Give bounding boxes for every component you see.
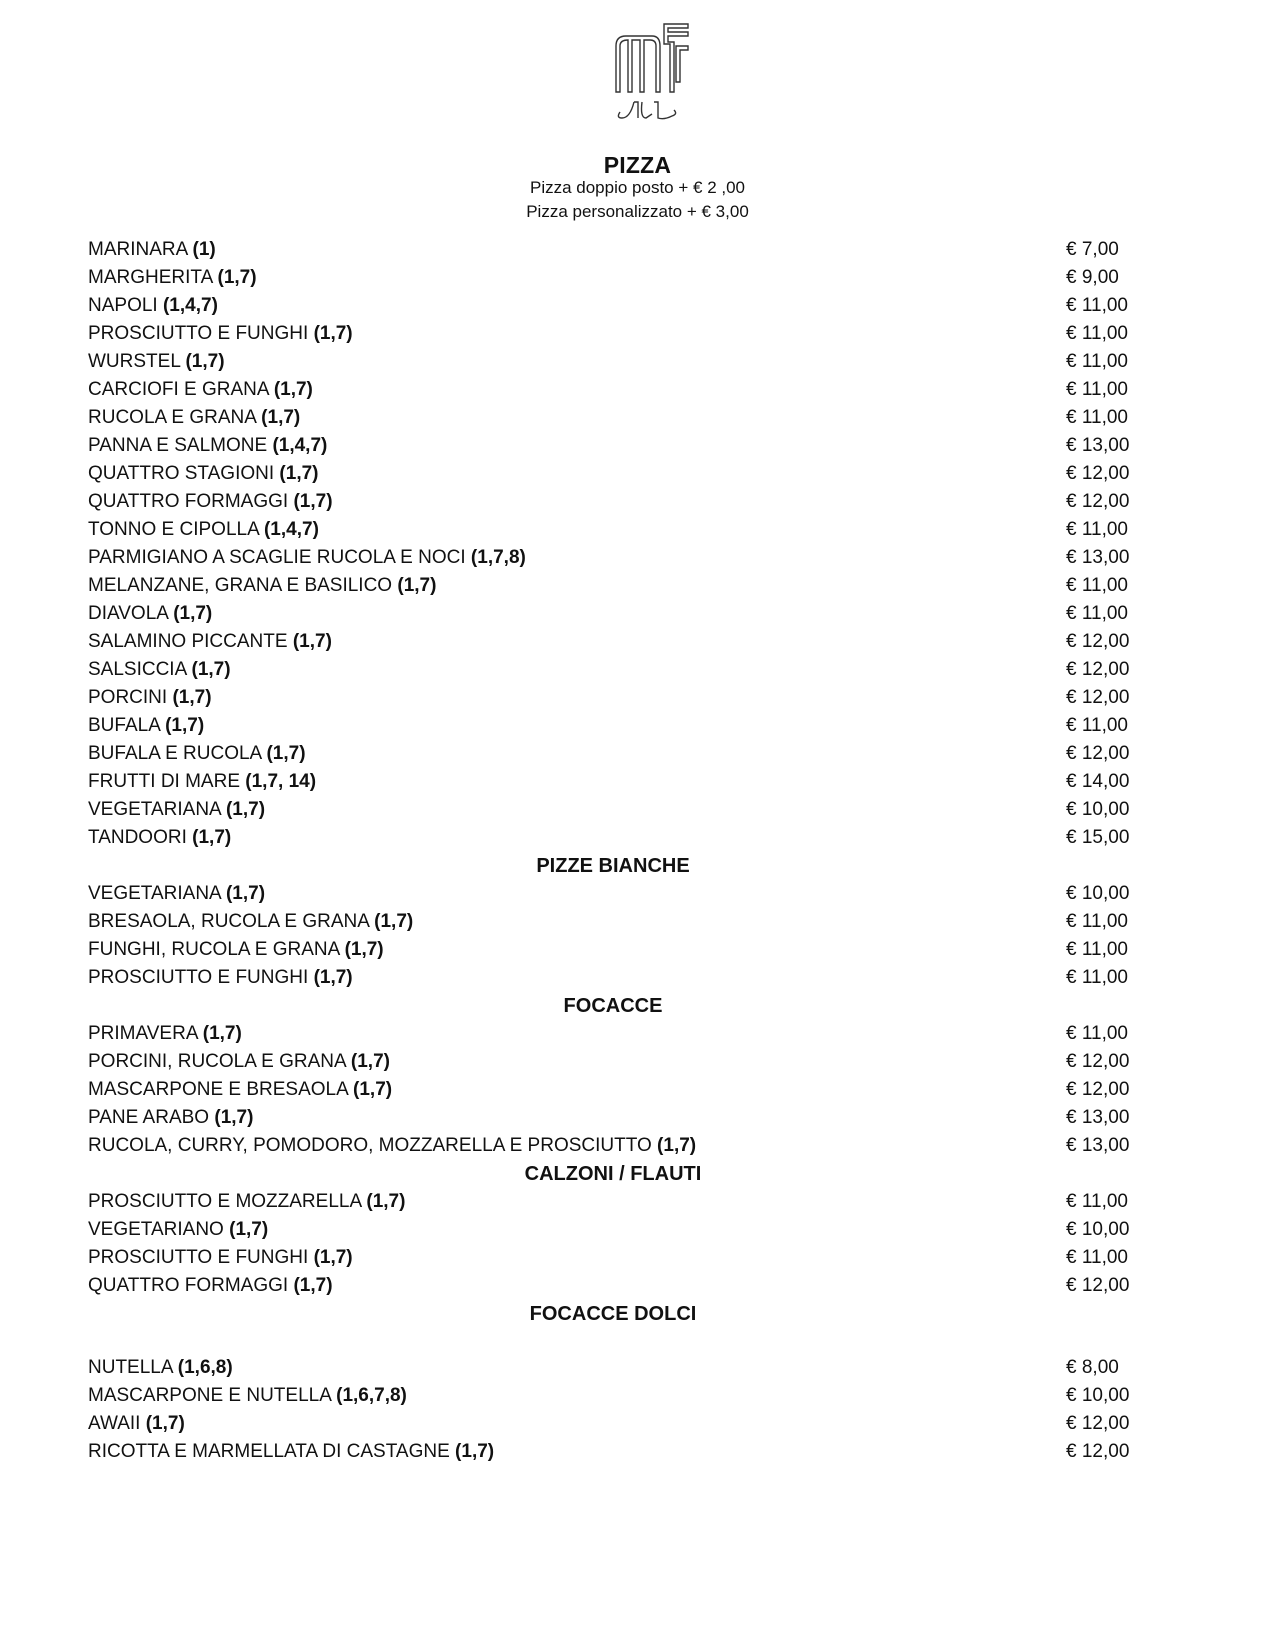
menu-item-name: QUATTRO STAGIONI [88,463,275,484]
menu-item [88,1438,1138,1466]
menu-item [88,488,1138,516]
menu-item-name-group [88,264,257,292]
menu-item-allergens: (1,7) [397,575,437,596]
menu-item-allergens: (1,7) [313,1247,353,1268]
menu-item-price: € 11,00 [1066,603,1128,624]
menu-item-price: € 11,00 [1066,519,1128,540]
menu-item-name-group [88,740,306,768]
menu-item-name: BUFALA E RUCOLA [88,743,262,764]
menu-item-allergens: (1,6,7,8) [336,1385,407,1406]
menu-item [88,572,1138,600]
menu-item-allergens: (1,7) [217,267,257,288]
menu-item-name-group [88,796,265,824]
menu-item-allergens: (1,7) [229,1219,269,1240]
menu-item-price: € 11,00 [1066,911,1128,932]
menu-item-name-group [88,824,231,852]
menu-item-name: VEGETARIANA [88,883,221,904]
menu-item-name: SALAMINO PICCANTE [88,631,288,652]
menu-item [88,264,1138,292]
note-double-pizza: Pizza doppio posto + € 2 ,00 [529,178,745,197]
menu-item [88,684,1138,712]
menu-item-allergens: (1,7) [214,1107,254,1128]
menu-item-price: € 8,00 [1066,1357,1119,1378]
menu-item [88,292,1138,320]
menu-item-allergens: (1,7) [273,379,313,400]
menu-item-name: WURSTEL [88,351,181,372]
menu-item-allergens: (1,7) [202,1023,242,1044]
menu-item-allergens: (1,7) [293,491,333,512]
menu-item [88,600,1138,628]
menu-item-name: PRIMAVERA [88,1023,198,1044]
menu-item-name-group [88,712,204,740]
menu-item-name-group [88,936,384,964]
menu-item-name: PANE ARABO [88,1107,210,1128]
menu-item-allergens: (1,7) [350,1051,390,1072]
menu-item-price: € 12,00 [1066,1275,1130,1296]
menu-item-name-group [88,1132,696,1160]
menu-item-name: FRUTTI DI MARE [88,771,240,792]
menu-item-price: € 10,00 [1066,1385,1130,1406]
menu-item-allergens: (1,7) [657,1135,697,1156]
menu-item [88,1104,1138,1132]
menu-item [88,880,1138,908]
menu-item [88,544,1138,572]
menu-item-price: € 11,00 [1066,715,1128,736]
menu-item-name-group [88,1020,242,1048]
menu-item-allergens: (1,7) [344,939,384,960]
menu-item-price: € 12,00 [1066,491,1130,512]
menu-item-allergens: (1,7, 14) [245,771,317,792]
menu-item-allergens: (1,7) [185,351,225,372]
menu-item-name: VEGETARIANO [88,1219,224,1240]
menu-item [88,740,1138,768]
menu-item-name-group [88,516,319,544]
menu-item-price: € 12,00 [1066,631,1130,652]
menu-item-price: € 13,00 [1066,547,1130,568]
menu-item [88,824,1138,852]
menu-item-name-group [88,964,353,992]
menu-item-price: € 11,00 [1066,295,1128,316]
menu-item-name: PROSCIUTTO E FUNGHI [88,1247,309,1268]
menu-item-allergens: (1,7) [292,631,332,652]
menu-item-allergens: (1,4,7) [272,435,328,456]
menu-item-name-group [88,236,216,264]
menu-item-price: € 12,00 [1066,1441,1130,1462]
menu-item-allergens: (1,7) [313,967,353,988]
menu-item-name-group [88,1104,253,1132]
menu-item-allergens: (1,7) [165,715,205,736]
menu-item-name-group [88,572,436,600]
menu-item-name: PARMIGIANO A SCAGLIE RUCOLA E NOCI [88,547,466,568]
menu-item-price: € 11,00 [1066,1247,1128,1268]
menu-item-name-group [88,628,332,656]
menu-item-name-group [88,768,316,796]
section-heading: FOCACCE [563,995,663,1017]
menu-item-name-group [88,1272,333,1300]
menu-item-name: BRESAOLA, RUCOLA E GRANA [88,911,369,932]
menu-item [88,460,1138,488]
menu-item-price: € 13,00 [1066,1107,1130,1128]
menu-item-name: MASCARPONE E NUTELLA [88,1385,331,1406]
menu-item-allergens: (1,7) [192,827,232,848]
menu-item-name: MARGHERITA [88,267,213,288]
menu-item [88,908,1138,936]
menu-item-name-group [88,1076,392,1104]
menu-item-name: MASCARPONE E BRESAOLA [88,1079,348,1100]
menu-item-allergens: (1,7) [261,407,301,428]
menu-item-allergens: (1,7) [266,743,306,764]
menu-item-name: VEGETARIANA [88,799,221,820]
menu-item-name-group [88,656,231,684]
menu-item-price: € 11,00 [1066,967,1128,988]
menu-item-name-group [88,432,327,460]
menu-item-price: € 11,00 [1066,379,1128,400]
menu-item-name-group [88,1216,268,1244]
menu-item-name-group [88,908,413,936]
menu-item-name: TONNO E CIPOLLA [88,519,259,540]
menu-item-allergens: (1,7) [173,603,213,624]
section-heading: CALZONI / FLAUTI [524,1163,702,1185]
menu-item [88,1132,1138,1160]
menu-item-name: PORCINI, RUCOLA E GRANA [88,1051,346,1072]
menu-item-price: € 11,00 [1066,323,1128,344]
menu-item-name-group [88,1382,407,1410]
menu-item-name-group [88,488,333,516]
menu-item [88,432,1138,460]
menu-item-allergens: (1,7) [374,911,414,932]
menu-item [88,964,1138,992]
menu-item-name-group [88,1244,353,1272]
menu-item-price: € 14,00 [1066,771,1130,792]
menu-item [88,1048,1138,1076]
menu-item-allergens: (1,7) [172,687,212,708]
menu-item-name-group [88,1410,185,1438]
menu-list [88,236,1138,1466]
menu-item-name: PROSCIUTTO E FUNGHI [88,967,309,988]
menu-item-name-group [88,600,212,628]
menu-item-price: € 12,00 [1066,1051,1130,1072]
menu-item-name: PROSCIUTTO E FUNGHI [88,323,309,344]
menu-item [88,1244,1138,1272]
menu-item [88,1410,1138,1438]
section-heading: FOCACCE DOLCI [529,1303,697,1325]
restaurant-logo-icon [612,22,692,127]
menu-item-allergens: (1,7) [353,1079,393,1100]
menu-item-price: € 7,00 [1066,239,1119,260]
menu-item-name-group [88,880,265,908]
menu-item-allergens: (1,6,8) [177,1357,233,1378]
menu-item [88,796,1138,824]
menu-item-name: RUCOLA E GRANA [88,407,256,428]
menu-item-name: CARCIOFI E GRANA [88,379,269,400]
menu-item-name: PORCINI [88,687,168,708]
menu-item-price: € 10,00 [1066,799,1130,820]
menu-item-price: € 10,00 [1066,883,1130,904]
menu-item-price: € 10,00 [1066,1219,1130,1240]
menu-item-name: RUCOLA, CURRY, POMODORO, MOZZARELLA E PROSCIUTTO [88,1135,652,1156]
menu-item-allergens: (1,7) [366,1191,406,1212]
menu-item-name: MARINARA [88,239,188,260]
menu-item-name: SALSICCIA [88,659,187,680]
menu-item-allergens: (1,7) [293,1275,333,1296]
menu-item-name: NUTELLA [88,1357,173,1378]
menu-item-price: € 11,00 [1066,351,1128,372]
menu-item [88,348,1138,376]
menu-item [88,712,1138,740]
menu-item-price: € 12,00 [1066,743,1130,764]
menu-item-name: MELANZANE, GRANA E BASILICO [88,575,393,596]
menu-item-allergens: (1,7) [225,883,266,904]
menu-item-price: € 13,00 [1066,1135,1130,1156]
menu-item-allergens: (1,4,7) [162,295,218,316]
menu-item-name: PANNA E SALMONE [88,435,268,456]
menu-item-price: € 12,00 [1066,1413,1130,1434]
menu-item-name-group [88,292,218,320]
menu-item-name-group [88,544,526,572]
menu-item [88,1382,1138,1410]
menu-item-allergens: (1,7) [455,1441,495,1462]
menu-item-name: QUATTRO FORMAGGI [88,1275,289,1296]
menu-item-price: € 11,00 [1066,407,1128,428]
menu-item-allergens: (1,7) [279,463,319,484]
menu-item-allergens: (1,7) [225,799,266,820]
menu-item-allergens: (1,7) [313,323,353,344]
menu-item-allergens: (1,7) [191,659,231,680]
menu-item-price: € 12,00 [1066,1079,1130,1100]
menu-item-allergens: (1,7) [145,1413,185,1434]
menu-item-price: € 11,00 [1066,1023,1128,1044]
menu-item-name: PROSCIUTTO E MOZZARELLA [88,1191,362,1212]
note-custom-pizza: Pizza personalizzato + € 3,00 [526,202,749,221]
menu-item-name-group [88,1438,494,1466]
menu-item-name: DIAVOLA [88,603,168,624]
menu-item-name-group [88,348,225,376]
menu-item [88,404,1138,432]
menu-item-price: € 12,00 [1066,687,1130,708]
page-title: PIZZA [603,152,672,178]
menu-item-name-group [88,684,212,712]
menu-item-price: € 9,00 [1066,267,1119,288]
menu-item-price: € 11,00 [1066,575,1128,596]
menu-item-allergens: (1,7,8) [470,547,526,568]
menu-item-name: RICOTTA E MARMELLATA DI CASTAGNE [88,1441,450,1462]
menu-item [88,1272,1138,1300]
menu-item-price: € 12,00 [1066,659,1130,680]
menu-item-name: FUNGHI, RUCOLA E GRANA [88,939,340,960]
menu-item-allergens: (1,4,7) [263,519,319,540]
menu-item-price: € 13,00 [1066,435,1130,456]
menu-item [88,656,1138,684]
menu-item-name-group [88,460,319,488]
menu-item-price: € 15,00 [1066,827,1130,848]
menu-item-name: TANDOORI [88,827,187,848]
menu-item-name-group [88,1048,390,1076]
menu-item-name-group [88,376,313,404]
menu-item-price: € 12,00 [1066,463,1130,484]
menu-item-name: NAPOLI [88,295,158,316]
menu-item [88,768,1138,796]
menu-item [88,936,1138,964]
menu-item [88,628,1138,656]
menu-item-name-group [88,404,300,432]
menu-item [88,1216,1138,1244]
menu-item [88,1020,1138,1048]
menu-item [88,320,1138,348]
menu-item [88,516,1138,544]
menu-item-name: AWAII [88,1413,141,1434]
menu-item-name-group [88,1354,233,1382]
menu-item-price: € 11,00 [1066,939,1128,960]
section-heading: PIZZE BIANCHE [536,855,690,877]
menu-item [88,1076,1138,1104]
menu-item [88,1354,1138,1382]
menu-item [88,236,1138,264]
menu-item-name-group [88,320,353,348]
menu-item-name: QUATTRO FORMAGGI [88,491,289,512]
menu-item-allergens: (1) [192,239,216,260]
menu-item-price: € 11,00 [1066,1191,1128,1212]
menu-item [88,376,1138,404]
menu-item [88,1188,1138,1216]
menu-item-name-group [88,1188,405,1216]
menu-item-name: BUFALA [88,715,160,736]
